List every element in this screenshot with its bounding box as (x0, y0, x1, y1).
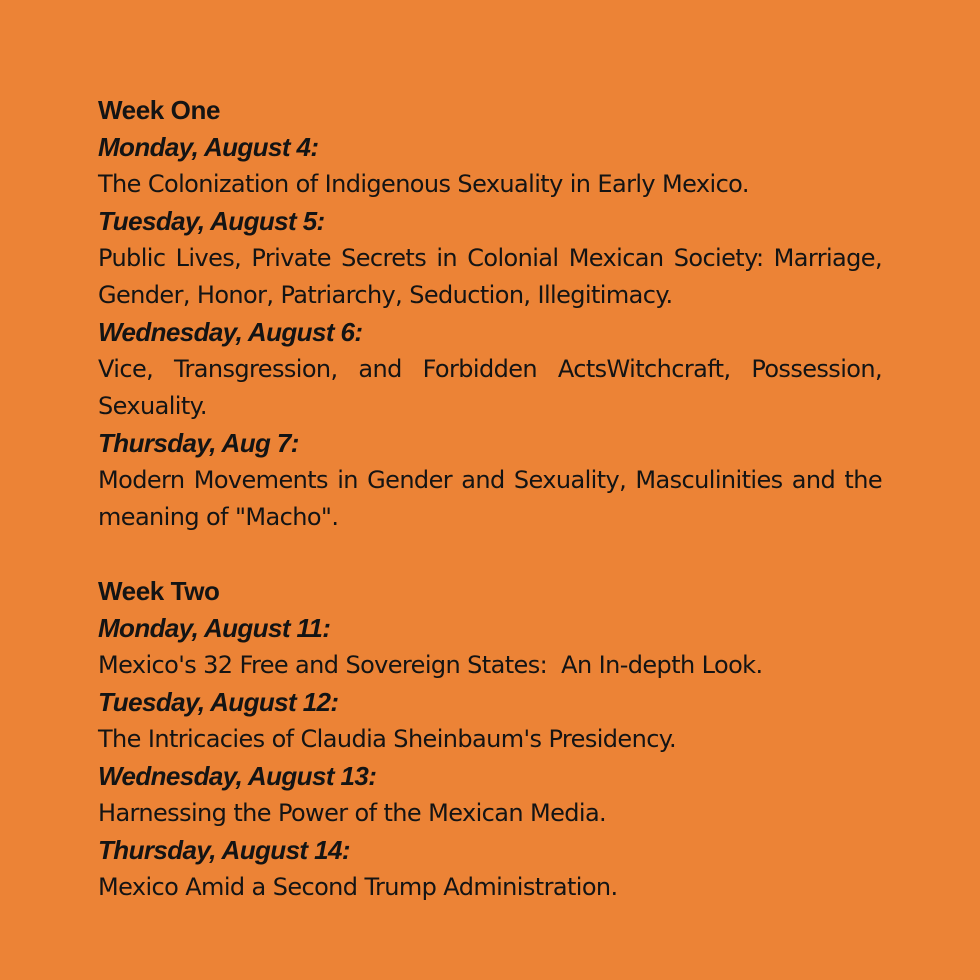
week-heading: Week Two (98, 576, 220, 606)
day-topic: Harnessing the Power of the Mexican Media. (98, 799, 607, 827)
week-heading: Week One (98, 95, 221, 125)
day-heading: Tuesday, August 12: (98, 687, 339, 717)
day-topic: Public Lives, Private Secrets in Colonial Mexican Society: Marriage, Gender, Honor, Patriarchy, Seduction, Illegitimacy. (98, 244, 882, 309)
day-topic: Vice, Transgression, and Forbidden ActsWitchcraft, Possession, Sexuality. (98, 355, 882, 420)
week-one-section (98, 92, 882, 536)
day-heading: Monday, August 4: (98, 132, 319, 162)
day-topic: The Intricacies of Claudia Sheinbaum's Presidency. (98, 725, 677, 753)
schedule (98, 92, 882, 906)
day-topic: Mexico Amid a Second Trump Administration. (98, 873, 618, 901)
day-topic: The Colonization of Indigenous Sexuality in Early Mexico. (98, 170, 749, 198)
day-heading: Thursday, Aug 7: (98, 428, 299, 458)
day-heading: Tuesday, August 5: (98, 206, 325, 236)
week-two-section (98, 573, 882, 906)
day-topic: Mexico's 32 Free and Sovereign States: An In-depth Look. (98, 651, 763, 679)
section-spacer (98, 536, 882, 573)
day-heading: Thursday, August 14: (98, 835, 350, 865)
day-heading: Monday, August 11: (98, 613, 331, 643)
day-heading: Wednesday, August 6: (98, 317, 363, 347)
day-heading: Wednesday, August 13: (98, 761, 377, 791)
day-topic: Modern Movements in Gender and Sexuality, Masculinities and the meaning of "Macho". (98, 466, 882, 531)
